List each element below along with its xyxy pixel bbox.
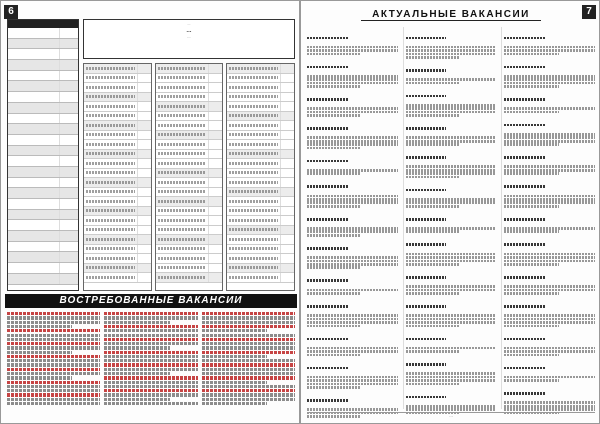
page-title: АКТУАЛЬНЫЕ ВАКАНСИИ [361, 9, 541, 21]
vacancy-grid [83, 63, 295, 291]
employment-center-announcement [83, 19, 295, 59]
vacancy-table [7, 19, 79, 291]
vacancy-table-header [8, 20, 78, 28]
vacancy-listing [7, 311, 295, 421]
left-page-number: 6 [4, 5, 18, 19]
listing-column [202, 311, 295, 421]
text-column [501, 27, 595, 409]
section-banner: ВОСТРЕБОВАННЫЕ ВАКАНСИИ [5, 294, 297, 308]
vacancies-text-columns [307, 27, 595, 409]
text-column [403, 27, 497, 409]
text-column [307, 27, 398, 409]
vacancy-grid-column [83, 63, 152, 291]
announcement-footer-text: … [187, 35, 191, 39]
vacancy-grid-column [155, 63, 224, 291]
right-page [300, 0, 600, 424]
announcement-small-text: … [187, 22, 191, 26]
right-page-number: 7 [582, 5, 596, 19]
listing-column [104, 311, 197, 421]
announcement-main-text: … [186, 28, 192, 34]
page-footer: … [307, 412, 595, 419]
vacancy-grid-column [226, 63, 295, 291]
listing-column [7, 311, 100, 421]
